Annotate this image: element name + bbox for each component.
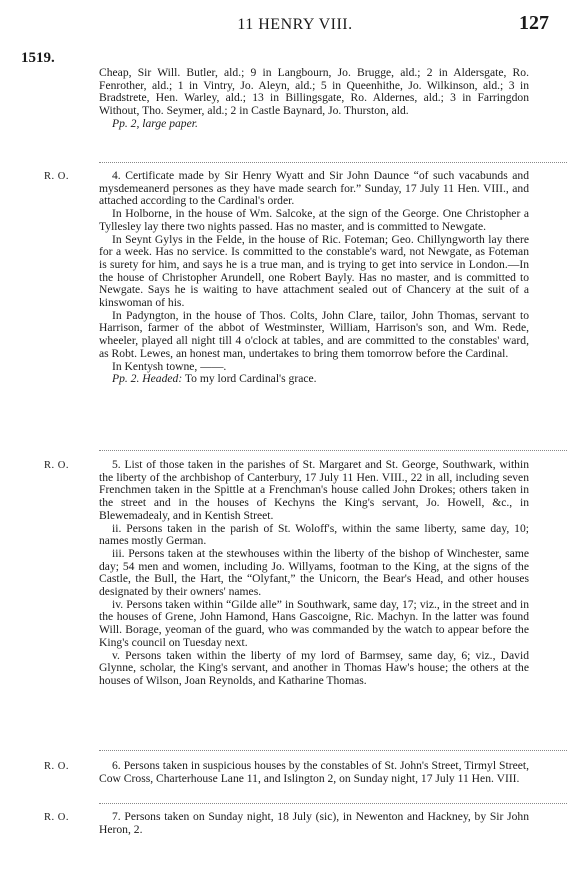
entry-note: [99, 373, 529, 386]
entry-7: [99, 811, 529, 836]
entry-continuation: [99, 67, 529, 131]
paragraph: iii. Persons taken at the stewhouses within the liberty of the bishop of Winchester, same day; 54 men and women, including Jo. Willyams, footman to the King, at the signs of the Castle, the Bull, the Hart, the “Olyfant,” the Unicorn, the Bear's Head, and other houses designated by their owners' names.: [99, 546, 529, 599]
paragraph: ii. Persons taken in the parish of St. Woloff's, within the same liberty, same day, 10; names mostly German.: [99, 521, 529, 548]
paragraph: Cheap, Sir Will. Butler, ald.; 9 in Langbourn, Jo. Brugge, ald.; 2 in Aldersgate, Ro. Fenrother, ald.; 1 in Vintry, Jo. Aleyn, ald.; 5 in Queenhithe, Jo. Wilkinson, ald.; 3 in Bradstrete, Hen. Warley, ald.; 13 in Billingsgate, Ro. Aldernes, ald.; 3 in Farringdon Without, Tho. Seymer, ald.; 2 in Castle Baynard, Jo. Thurston, ald.: [99, 66, 529, 118]
paragraph: In Holborne, in the house of Wm. Salcoke, at the sign of the George. One Christopher a Tyllesley lay there two nights passed. Has no master, and is committed to Newgate.: [99, 207, 529, 233]
paragraph: v. Persons taken within the liberty of my lord of Barmsey, same day, 6; viz., David Glynne, scholar, the King's servant, and another in Thomas Haw's house; the others at the houses of Wilson, Joan Reynolds, and Katharine Thomas.: [99, 648, 529, 687]
divider: [99, 450, 567, 451]
source-marginal: R. O.: [44, 460, 69, 471]
divider: [99, 803, 567, 804]
paragraph: 4. Certificate made by Sir Henry Wyatt and Sir John Daunce “of such vacabunds and mysdemeanerd persones as they have made search for.” Sunday, 17 July 11 Hen. VIII., and attached according to the Cardinal's order.: [99, 169, 529, 208]
note-text: To my lord Cardinal's grace.: [182, 372, 317, 386]
entry-note: Pp. 2, large paper.: [112, 116, 198, 130]
entry-5: [99, 459, 529, 688]
paragraph: In Seynt Gylys in the Felde, in the house of Ric. Foteman; Geo. Chillyngworth lay there for a week. Has no service. Is committed to the constable's ward, not Newgate, as Foteman is surety for him, and says he is a true man, and is trying to get into service in London.—In the house of Christopher Arundell, one Robert Bayly. Has no master, and is committed to Newgate. Says he is waiting to have attachment sealed out of Chancery at the suit of a kinswoman of his.: [99, 232, 529, 310]
divider: [99, 750, 567, 751]
year-marginal: 1519.: [21, 50, 55, 66]
page-number: 127: [519, 12, 549, 34]
paragraph: In Padyngton, in the house of Thos. Colts, John Clare, tailor, John Thomas, servant to Harrison, farmer of the abbot of Westminster, William, Harrison's son, and Wm. Rede, wheeler, played all night till 4 o'clock at tables, and are committed to the constables' ward, as Robt. Lewes, an honest man, undertakes to bring them tomorrow before the Cardinal.: [99, 308, 529, 360]
source-marginal: R. O.: [44, 761, 69, 772]
note-heading: Pp. 2. Headed:: [112, 372, 183, 386]
entry-4: [99, 170, 529, 386]
paragraph: 6. Persons taken in suspicious houses by the constables of St. John's Street, Tirmyl Street, Cow Cross, Charterhouse Lane 11, and Islington 2, on Sunday night, 17 July 11 Hen. VIII.: [99, 759, 529, 785]
paragraph: 5. List of those taken in the parishes of St. Margaret and St. George, Southwark, within the liberty of the archbishop of Canterbury, 17 July 11 Hen. VIII., 22 in all, including seven Frenchmen taken in the Spittle at a Frenchman's house called John Drokes; others taken in the street and in the houses of Kechyns the King's servant, Jo. Howell, &c., in Blewemadealy, and in Kentish Street.: [99, 458, 529, 522]
running-title: 11 HENRY VIII.: [237, 16, 353, 33]
source-marginal: R. O.: [44, 171, 69, 182]
paragraph: iv. Persons taken within “Gilde alle” in Southwark, same day, 17; viz., in the street and in the houses of Grene, John Hamond, Hans Gascoigne, Ric. Machyn. In the latter was found Will. Borage, yeoman of the guard, who was commanded by the watch to appear before the King's council on Tuesday next.: [99, 597, 529, 649]
library-watermark: [0, 519, 82, 620]
entry-6: [99, 760, 529, 785]
paragraph: In Kentysh towne, ——.: [112, 359, 227, 373]
divider: [99, 162, 567, 163]
paragraph: 7. Persons taken on Sunday night, 18 July (sic), in Newenton and Hackney, by Sir John Heron, 2.: [99, 810, 529, 836]
source-marginal: R. O.: [44, 812, 69, 823]
